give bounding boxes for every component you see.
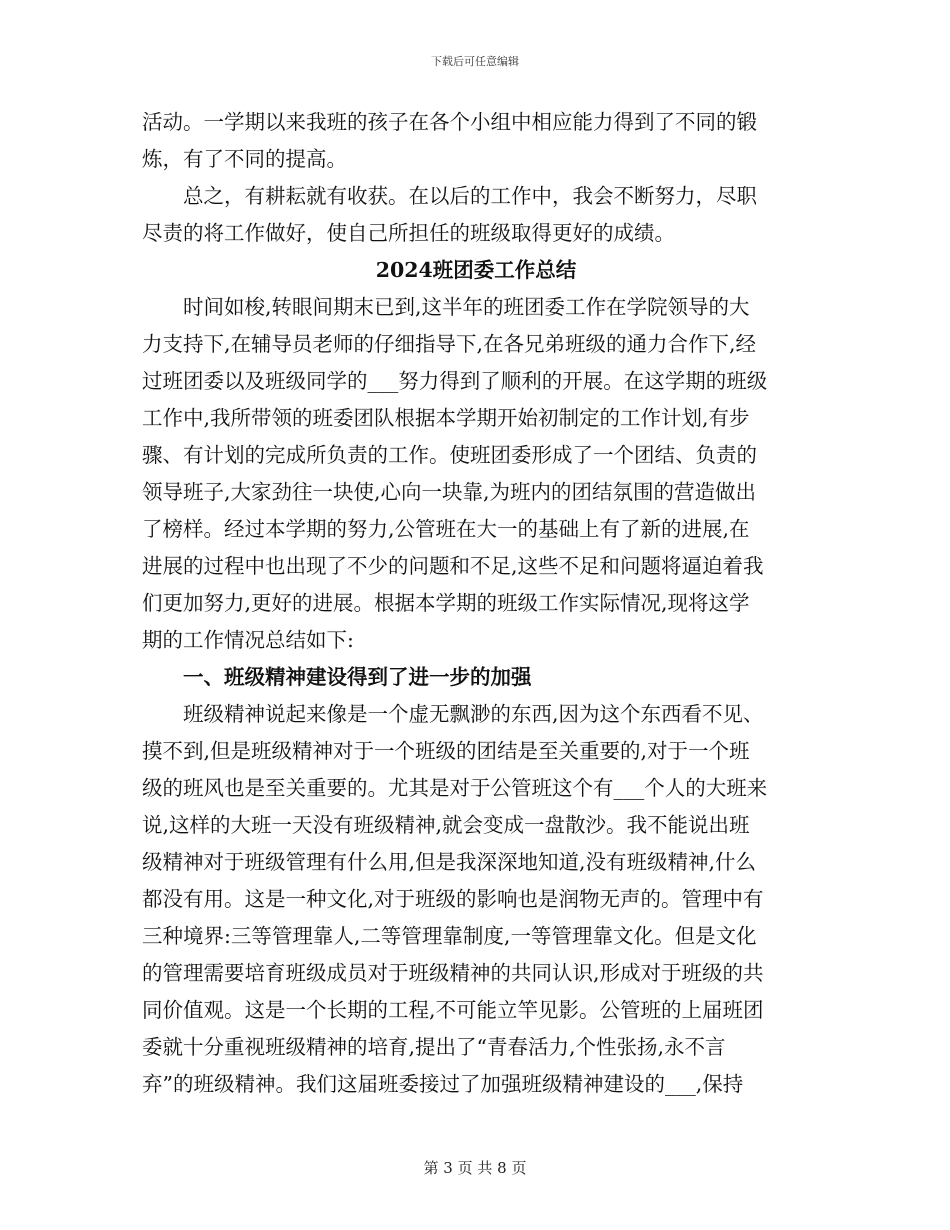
text-line: 期的工作情况总结如下: <box>142 628 354 652</box>
text-line: 班级精神说起来像是一个虚无飘渺的东西,因为这个东西看不见、 <box>183 702 764 726</box>
text-line: 力支持下,在辅导员老师的仔细指导下,在各兄弟班级的通力合作下,经 <box>142 332 757 356</box>
text-line: 说,这样的大班一天没有班级精神,就会变成一盘散沙。我不能说出班 <box>142 813 750 837</box>
text-line: 弃”的班级精神。我们这届班委接过了加强班级精神建设的___,保持 <box>142 1072 744 1096</box>
text-line: 同价值观。这是一个长期的工程,不可能立竿见影。公管班的上届班团 <box>142 998 764 1022</box>
text-line: 尽责的将工作做好，使自己所担任的班级取得更好的成绩。 <box>142 221 675 245</box>
text-line: 炼，有了不同的提高。 <box>142 147 347 171</box>
text-line: 过班团委以及班级同学的___努力得到了顺利的开展。在这学期的班级 <box>142 369 768 393</box>
text-line: 领导班子,大家劲往一块使,心向一块靠,为班内的团结氛围的营造做出 <box>142 480 757 504</box>
text-line: 摸不到,但是班级精神对于一个班级的团结是至关重要的,对于一个班 <box>142 739 750 763</box>
text-line: 了榜样。经过本学期的努力,公管班在大一的基础上有了新的进展,在 <box>142 517 750 541</box>
text-line: 级的班风也是至关重要的。尤其是对于公管班这个有___个人的大班来 <box>142 776 768 800</box>
page-header: 下载后可任意编辑 <box>431 55 519 68</box>
text-line: 总之，有耕耘就有收获。在以后的工作中，我会不断努力，尽职 <box>183 184 757 208</box>
text-line: 骤、有计划的完成所负责的工作。使班团委形成了一个团结、负责的 <box>142 443 757 467</box>
section-title: 2024班团委工作总结 <box>375 258 577 282</box>
text-line: 三种境界:三等管理靠人,二等管理靠制度,一等管理靠文化。但是文化 <box>142 924 757 948</box>
document-body <box>142 104 810 1103</box>
text-line: 活动。一学期以来我班的孩子在各个小组中相应能力得到了不同的锻 <box>142 110 757 134</box>
text-line: 们更加努力,更好的进展。根据本学期的班级工作实际情况,现将这学 <box>142 591 750 615</box>
text-line: 委就十分重视班级精神的培育,提出了“青春活力,个性张扬,永不言 <box>142 1035 726 1059</box>
text-line: 时间如梭,转眼间期末已到,这半年的班团委工作在学院领导的大 <box>183 295 750 319</box>
text-line: 进展的过程中也出现了不少的问题和不足,这些不足和问题将逼迫着我 <box>142 554 764 578</box>
page-footer: 第 3 页 共 8 页 <box>423 1159 527 1177</box>
text-line: 工作中,我所带领的班委团队根据本学期开始初制定的工作计划,有步 <box>142 406 750 430</box>
section-heading: 一、班级精神建设得到了进一步的加强 <box>183 665 532 689</box>
text-line: 都没有用。这是一种文化,对于班级的影响也是润物无声的。管理中有 <box>142 887 764 911</box>
text-line: 的管理需要培育班级成员对于班级精神的共同认识,形成对于班级的共 <box>142 961 764 985</box>
text-line: 级精神对于班级管理有什么用,但是我深深地知道,没有班级精神,什么 <box>142 850 757 874</box>
